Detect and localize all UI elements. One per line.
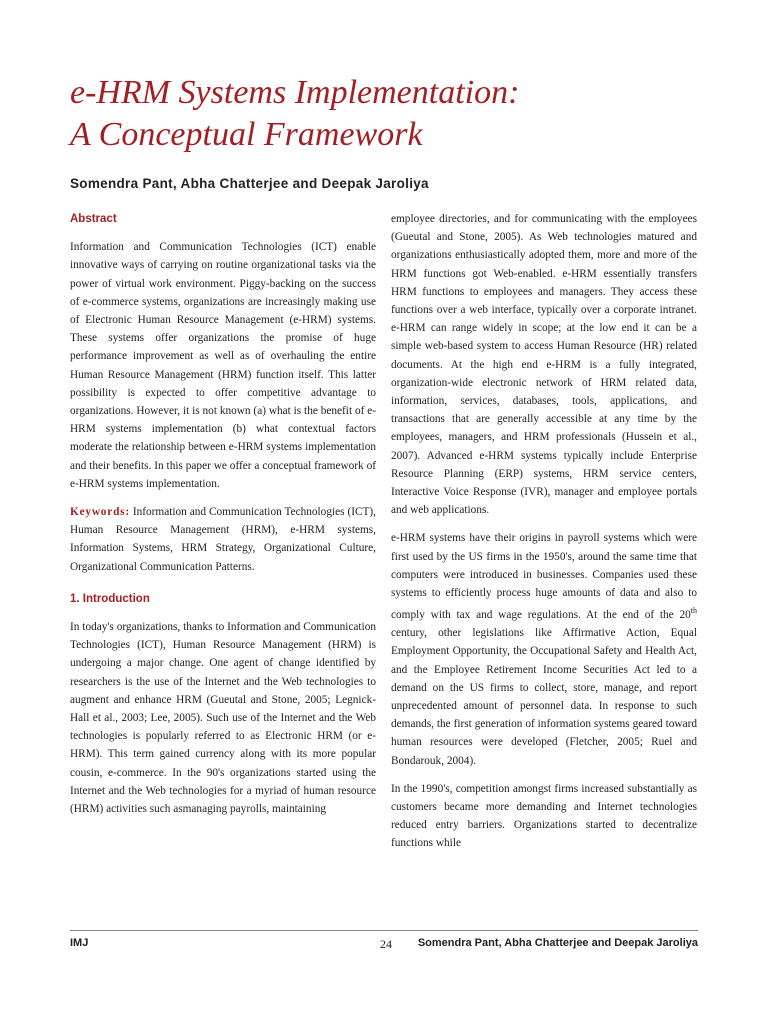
abstract-heading: Abstract — [70, 213, 117, 225]
title-line-2: A Conceptual Framework — [70, 116, 423, 153]
right-paragraph-1: employee directories, and for communicating with the employees (Gueutal and Stone, 2005). As Web technologies matured and organizations enthusiastically adopted them, more and more of the HRM functions got Web-enabled. e-HRM essentially transfers HRM functions to employees and managers. They access these functions over a web interface, typically over a corporate intranet. e-HRM can range widely in scope; at the low end it can be a simple web-based system to access Human Resource (HR) related documents. At the high end e-HRM is a fully integrated, organization-wide electronic network of HRM related data, information, services, databases, tools, applications, and transactions that are generally accessible at any time by the employees, managers, and HRM professionals (Hussein et al., 2007). Advanced e-HRM systems typically include Enterprise Resource Planning (ERP) systems, HRM service centers, Interactive Voice Response (IVR), manager and employee portals and web applications. — [391, 213, 697, 517]
footer-authors: Somendra Pant, Abha Chatterjee and Deepak Jaroliya — [417, 937, 698, 949]
abstract-text: Information and Communication Technologies (ICT) enable innovative ways of carrying on routine organizational tasks via the power of virtual work environment. Piggy-backing on the success of e-commerce systems, organizations are increasingly making use of Electronic Human Resource Management (e-HRM) systems. These systems offer organizations the promise of huge performance improvement as well as of overhauling the entire Human Resource Management (HRM) function itself. This latter possibility is expected to offer competitive advantage to organizations. However, it is not known (a) what is the benefit of e-HRM systems implementation (b) what contextual factors moderate the relationship between e-HRM systems implementation and their benefits. In this paper we offer a conceptual framework of e-HRM systems implementation. — [70, 241, 376, 490]
superscript-th: th — [690, 606, 697, 616]
left-column — [70, 210, 376, 828]
right-paragraph-2b: century, other legislations like Affirmative Action, Equal Employment Opportunity, the Occupational Safety and Health Act, and the Employee Retirement Income Securities Act led to a demand on the US firms to collect, store, manage, and report unprecedented amount of personnel data. In response to such demands, the first generation of information systems geared toward human resources were developed (Fletcher, 2005; Ruel and Bondarouk, 2004). — [391, 627, 697, 767]
paper-title — [70, 72, 710, 156]
right-column — [391, 210, 697, 863]
introduction-paragraph-1: In today's organizations, thanks to Information and Communication Technologies (ICT), Human Resource Management (HRM) is undergoing a major change. One agent of change identified by researchers is the use of the Internet and the Web technologies to augment and enhance HRM (Gueutal and Stone, 2005; Legnick-Hall et al., 2003; Lee, 2005). Such use of the Internet and the Web technologies is popularly referred to as Electronic HRM (or e-HRM). This term gained currency along with its more popular cousin, e-commerce. In the 90's organizations started using the Internet and the Web technologies for a myriad of human resource (HRM) activities such asmanaging payrolls, maintaining — [70, 621, 376, 816]
author-list: Somendra Pant, Abha Chatterjee and Deepak Jaroliya — [70, 176, 429, 191]
keywords-text: Information and Communication Technologies (ICT), Human Resource Management (HRM), e-HRM systems, Information Systems, HRM Strategy, Organizational Culture, Organizational Communication Patterns. — [70, 506, 376, 573]
footer-journal: IMJ — [70, 937, 89, 949]
keywords-label: Keywords: — [70, 506, 130, 519]
page-number: 24 — [380, 937, 392, 951]
title-line-1: e-HRM Systems Implementation: — [70, 74, 520, 111]
right-paragraph-2a: e-HRM systems have their origins in payroll systems which were first used by the US firms in the 1950's, around the same time that computers were introduced in businesses. Companies used these systems to efficiently process huge amounts of data and also to comply with tax and wage regulations. At the end of the 20 — [391, 532, 697, 622]
right-paragraph-2 — [391, 529, 697, 769]
keywords-paragraph — [70, 503, 376, 576]
footer-divider — [70, 930, 698, 931]
right-paragraph-3: In the 1990's, competition amongst firms increased substantially as customers became more demanding and Internet technologies reduced entry barriers. Organizations started to decentralize functions while — [391, 782, 697, 850]
introduction-heading: 1. Introduction — [70, 592, 150, 605]
